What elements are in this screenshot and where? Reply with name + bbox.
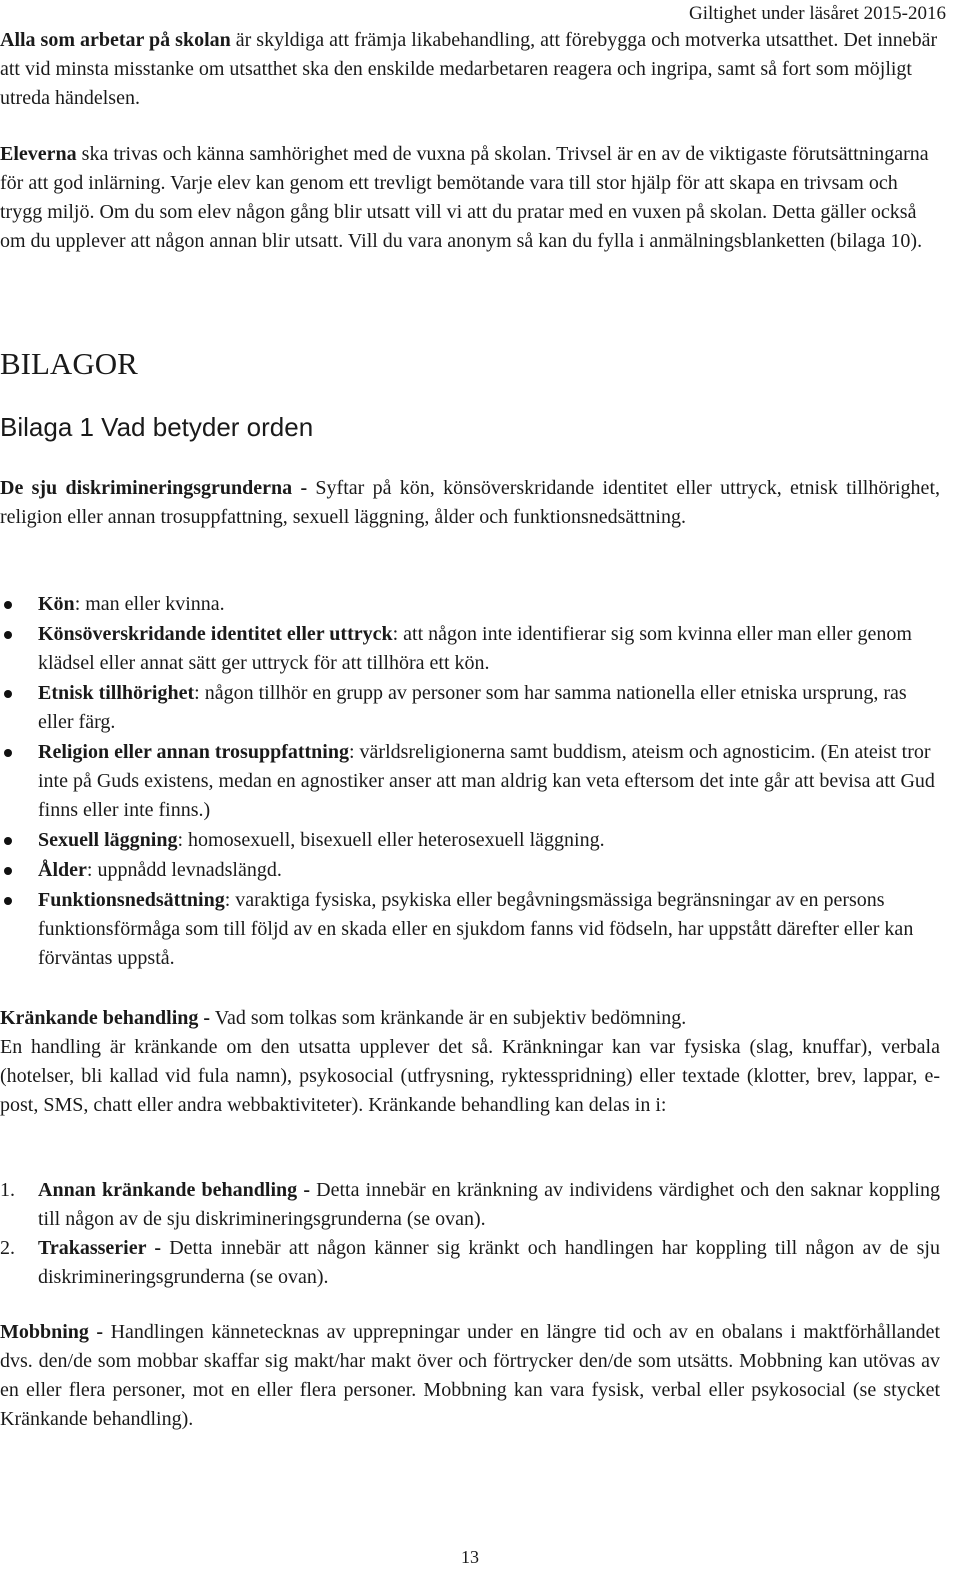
offensive-list: [0, 1176, 940, 1292]
offensive-heading-line: [0, 1004, 940, 1033]
list-item-term: Funktionsnedsättning: [38, 889, 225, 911]
intro-staff-bold: Alla som arbetar på skolan: [0, 29, 231, 51]
bullying-paragraph: [0, 1318, 940, 1434]
list-item-desc: : homosexuell, bisexuell eller heterosexuell läggning.: [177, 829, 605, 851]
list-item: [0, 620, 940, 678]
list-item-desc: : att någon inte identifierar sig som kvinna eller man eller genom klädsel eller annat sätt ger uttryck för att tillhöra ett kön.: [38, 623, 912, 674]
list-item: [0, 1234, 940, 1292]
intro-students-bold: Eleverna: [0, 143, 77, 165]
list-item: [0, 826, 940, 855]
bullet-icon: [4, 837, 12, 845]
grounds-text: Syftar på kön, könsöverskridande identitet eller uttryck, etnisk tillhörighet, religion eller annan trosuppfattning, sexuell läggning, ålder och funktionsnedsättning.: [0, 477, 940, 528]
list-item-desc: Detta innebär att någon känner sig kränkt och handlingen har koppling till någon av de sju diskrimineringsgrunderna (se ovan).: [38, 1237, 940, 1288]
bullet-icon: [4, 601, 12, 609]
list-item-number: 1.: [0, 1179, 15, 1201]
list-item-desc: : världsreligionerna samt buddism, ateism och agnosticim. (En ateist tror inte på Guds existens, medan en agnostiker anser att man aldrig kan veta eftersom det inte går att bevisa att Gud finns eller inte finns.): [38, 741, 935, 821]
list-item-term: Ålder: [38, 859, 87, 881]
bullying-bold: Mobbning -: [0, 1321, 104, 1343]
list-item-term: Religion eller annan trosuppfattning: [38, 741, 349, 763]
list-item: [0, 856, 940, 885]
list-item-term: Annan kränkande behandling -: [38, 1179, 310, 1201]
offensive-paragraph: En handling är kränkande om den utsatta upplever det så. Kränkningar kan var fysiska (slag, knuffar), verbala (hotelser, bli kallad vid fula namn), psykosocial (utfrysning, ryktesspridning) eller textade (klotter, brev, lappar, e-post, SMS, chatt eller andra webbaktiviteter). Kränkande behandling kan delas in i:: [0, 1036, 940, 1116]
bullying-text: Handlingen kännetecknas av upprepningar under en längre tid och av en obalans i maktförhållandet dvs. den/de som mobbar skaffar sig makt/har makt över och förtrycker den/de som utsätts. Mobbning kan utövas av en eller flera personer, mot en eller flera personer. Mobbning kan vara fysisk, verbal eller psykosocial (se stycket Kränkande behandling).: [0, 1321, 940, 1430]
grounds-paragraph: [0, 474, 940, 532]
intro-students-text: ska trivas och känna samhörighet med de vuxna på skolan. Trivsel är en av de viktigaste förutsättningarna för att god inlärning. Varje elev kan genom ett trevligt bemötande vara till stor hjälp för att skapa en trivsam och trygg miljö. Om du som elev någon gång blir utsatt vill vi att du pratar med en vuxen på skolan. Detta gäller också om du upplever att någon annan blir utsatt. Vill du vara anonym så kan du fylla i anmälningsblanketten (bilaga 10).: [0, 143, 929, 252]
list-item-number: 2.: [0, 1237, 15, 1259]
list-item: [0, 886, 940, 973]
offensive-text-1: Vad som tolkas som kränkande är en subjektiv bedömning.: [210, 1007, 687, 1029]
list-item-term: Sexuell läggning: [38, 829, 178, 851]
list-item: [0, 590, 940, 619]
list-item-term: Trakasserier -: [38, 1237, 161, 1259]
grounds-list: [0, 590, 940, 974]
bullet-icon: [4, 897, 12, 905]
intro-paragraph-staff: [0, 26, 940, 113]
grounds-bold: De sju diskrimineringsgrunderna -: [0, 477, 308, 499]
list-item-term: Könsöverskridande identitet eller uttryck: [38, 623, 393, 645]
list-item: [0, 738, 940, 825]
list-item-desc: : man eller kvinna.: [74, 593, 225, 615]
bullet-icon: [4, 867, 12, 875]
list-item-desc: : uppnådd levnadslängd.: [86, 859, 282, 881]
intro-paragraph-students: [0, 140, 940, 256]
list-item-term: Etnisk tillhörighet: [38, 682, 195, 704]
list-item: [0, 679, 940, 737]
list-item-desc: Detta innebär en kränkning av individens värdighet och den saknar koppling till någon av de sju diskrimineringsgrunderna (se ovan).: [38, 1179, 940, 1230]
offensive-bold: Kränkande behandling -: [0, 1007, 211, 1029]
bullet-icon: [4, 749, 12, 757]
list-item-desc: : någon tillhör en grupp av personer som har samma nationella eller etniska ursprung, ras eller färg.: [38, 682, 907, 733]
list-item-desc: : varaktiga fysiska, psykiska eller begåvningsmässiga begränsningar av en persons funktionsförmåga som till följd av en skada eller en sjukdom fanns vid födseln, har uppstått därefter eller kan förväntas uppstå.: [38, 889, 914, 969]
section-title: BILAGOR: [0, 346, 138, 381]
header-validity: Giltighet under läsåret 2015-2016: [689, 3, 946, 24]
list-item: [0, 1176, 940, 1234]
bullet-icon: [4, 631, 12, 639]
subsection-title: Bilaga 1 Vad betyder orden: [0, 412, 314, 442]
list-item-term: Kön: [38, 593, 75, 615]
intro-staff-text: är skyldiga att främja likabehandling, att förebygga och motverka utsatthet. Det innebär att vid minsta misstanke om utsatthet ska den enskilde medarbetaren reagera och ingripa, samt så fort som möjligt utreda händelsen.: [0, 29, 938, 109]
bullet-icon: [4, 690, 12, 698]
page-number: 13: [461, 1547, 479, 1567]
